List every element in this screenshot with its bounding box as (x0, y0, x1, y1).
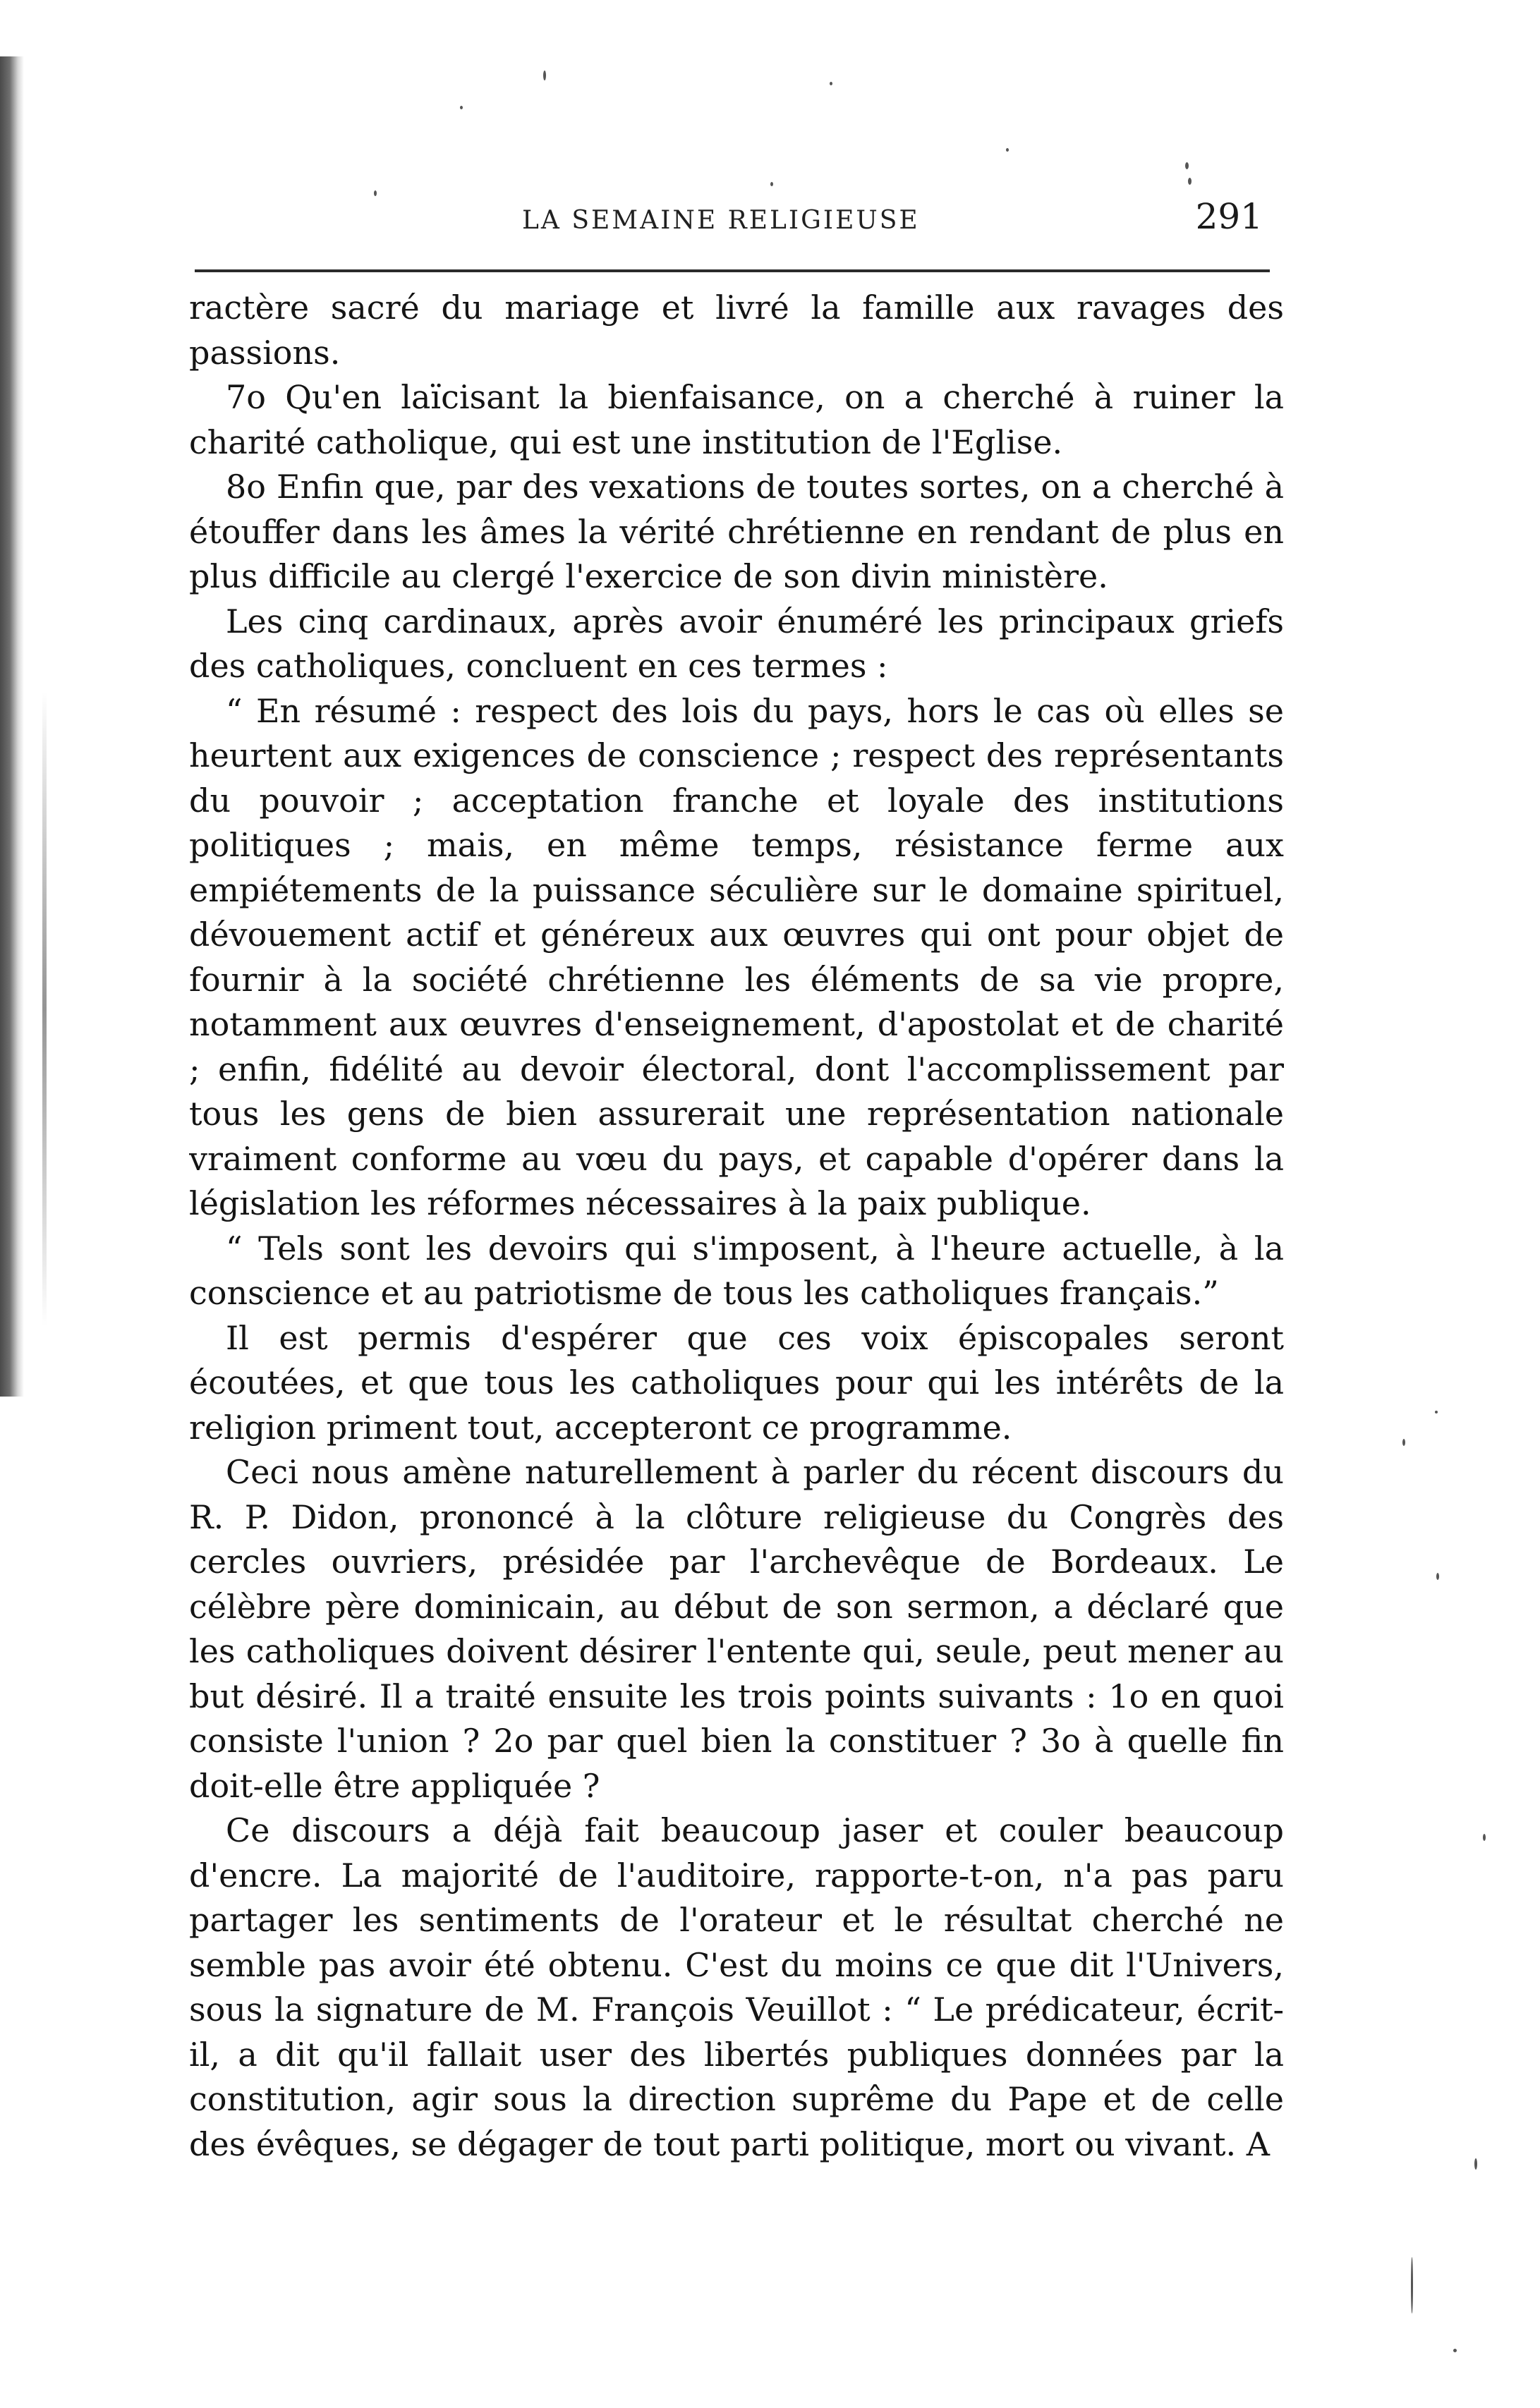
page-body (189, 286, 1284, 2373)
paragraph-quote-duties: “ Tels sont les devoirs qui s'imposent, à l'heure actuelle, à la conscience et au patriotisme de tous les catholiques français.” (189, 1229, 1284, 1312)
page-header (190, 196, 1277, 245)
paragraph-quote-summary: “ En résumé : respect des lois du pays, hors le cas où elles se heurtent aux exigences de conscience ; respect des représentants du pouvoir ; acceptation franche et loyale des institutions politiques ; mais, en même temps, résistance ferme aux empiétements de la puissance séculière sur le domaine spirituel, dévouement actif et généreux aux œuvres qui ont pour objet de fournir à la société chrétienne les éléments de sa vie propre, notamment aux œuvres d'enseignement, d'apostolat et de charité ; enfin, fidélité au devoir électoral, dont l'accomplissement par tous les gens de bien assurerait une représentation nationale vraiment conforme au vœu du pays, et capable d'opérer dans la législation les réformes nécessaires à la paix publique. (189, 691, 1284, 1222)
paragraph-didon-discourse: Ceci nous amène naturellement à parler du récent discours du R. P. Didon, prononcé à la clôture religieuse du Congrès des cercles ouvriers, présidée par l'archevêque de Bordeaux. Le célèbre père dominicain, au début de son sermon, a déclaré que les catholiques doivent désirer l'entente qui, seule, peut mener au but désiré. Il a traité ensuite les trois points suivants : 1o en quoi consiste l'union ? 2o par quel bien la constituer ? 3o à quelle fin doit-elle être appliquée ? (189, 1453, 1284, 1805)
scan-shadow-edge (0, 56, 24, 1397)
paragraph-episcopal-voices: Il est permis d'espérer que ces voix épiscopales seront écoutées, et que tous les catholiques pour qui les intérêts de la religion priment tout, accepteront ce programme. (189, 1318, 1284, 1447)
header-rule (195, 269, 1270, 272)
paragraph-point-7: 7o Qu'en laïcisant la bienfaisance, on a cherché à ruiner la charité catholique, qui est une institution de l'Eglise. (189, 378, 1284, 461)
paragraph-point-8: 8o Enfin que, par des vexations de toutes sortes, on a cherché à étouffer dans les âmes la vérité chrétienne en rendant de plus en plus difficile au clergé l'exercice de son divin ministère. (189, 468, 1284, 595)
page-number: 291 (1195, 196, 1263, 237)
paragraph-cardinals: Les cinq cardinaux, après avoir énuméré les principaux griefs des catholiques, concluent en ces termes : (189, 602, 1284, 685)
running-title: LA SEMAINE RELIGIEUSE (522, 206, 920, 235)
scan-shadow-streak (42, 691, 47, 1326)
paragraph-continuation: ractère sacré du mariage et livré la famille aux ravages des passions. (189, 288, 1284, 372)
paragraph-univers: Ce discours a déjà fait beaucoup jaser et couler beaucoup d'encre. La majorité de l'auditoire, rapporte-t-on, n'a pas paru partager les sentiments de l'orateur et le résultat cherché ne semble pas avoir été obtenu. C'est du moins ce que dit l'Univers, sous la signature de M. François Veuillot : “ Le prédicateur, écrit-il, a dit qu'il fallait user des libertés publiques données par la constitution, agir sous la direction suprême du Pape et de celle des évêques, se dégager de tout parti politique, mort ou vivant. A (189, 1811, 1284, 2163)
